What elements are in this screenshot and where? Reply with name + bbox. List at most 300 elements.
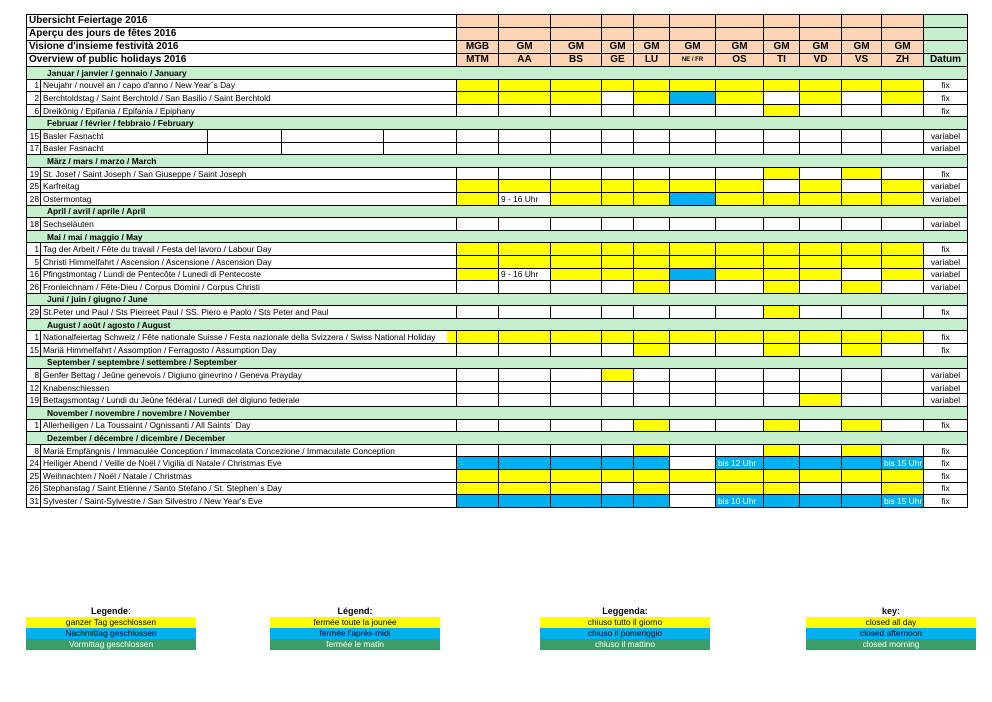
holiday-name	[41, 167, 457, 180]
status-cell	[842, 344, 882, 357]
status-cell	[716, 482, 764, 495]
status-cell	[499, 394, 551, 407]
status-cell	[670, 344, 716, 357]
datum-cell: fix	[924, 79, 968, 92]
status-cell	[634, 142, 670, 155]
datum-cell: variabel	[924, 281, 968, 294]
status-cell	[882, 344, 924, 357]
status-cell	[499, 470, 551, 483]
holiday-name	[41, 381, 457, 394]
month-row	[27, 205, 968, 218]
holiday-row	[27, 142, 968, 155]
holiday-day: 12	[27, 381, 41, 394]
status-cell	[800, 129, 842, 142]
status-cell	[499, 218, 551, 231]
holiday-name-text: Weihnachten / Noël / Natale / Christmas	[43, 470, 192, 481]
status-cell	[882, 142, 924, 155]
status-cell	[670, 243, 716, 256]
status-cell	[800, 381, 842, 394]
status-cell	[602, 457, 634, 470]
status-cell	[499, 281, 551, 294]
status-cell	[551, 482, 602, 495]
status-cell	[499, 419, 551, 432]
status-cell	[457, 470, 499, 483]
status-cell	[882, 129, 924, 142]
datum-cell: variabel	[924, 129, 968, 142]
holiday-row	[27, 167, 968, 180]
status-cell	[551, 444, 602, 457]
status-cell	[457, 394, 499, 407]
column-header	[499, 28, 551, 41]
status-cell	[602, 167, 634, 180]
status-cell	[602, 79, 634, 92]
status-cell	[634, 79, 670, 92]
status-cell	[882, 218, 924, 231]
legend-item: chiuso il pomeriggio	[540, 628, 710, 639]
status-cell	[602, 180, 634, 193]
status-cell	[602, 306, 634, 319]
month-label: Januar / janvier / gennaio / January	[27, 67, 968, 80]
status-cell	[551, 306, 602, 319]
status-cell	[551, 243, 602, 256]
status-cell	[602, 495, 634, 508]
holiday-name-text: Mariä Empfängnis / Immaculée Conception / Immacolata Concezione / Immaculate Conception	[43, 445, 395, 456]
status-cell	[634, 268, 670, 281]
status-cell	[551, 129, 602, 142]
header-row	[27, 41, 968, 54]
column-header: AA	[499, 54, 551, 67]
status-cell	[670, 180, 716, 193]
status-cell	[800, 444, 842, 457]
column-header	[670, 15, 716, 28]
month-row	[27, 432, 968, 445]
holiday-name	[41, 192, 457, 205]
status-cell	[764, 104, 800, 117]
month-label: August / août / agosto / August	[27, 318, 968, 331]
status-cell	[499, 255, 551, 268]
status-cell	[551, 167, 602, 180]
status-cell	[882, 243, 924, 256]
status-cell	[457, 495, 499, 508]
holiday-name	[41, 92, 457, 105]
column-header: GM	[716, 41, 764, 54]
datum-cell: fix	[924, 419, 968, 432]
status-cell	[499, 331, 551, 344]
holiday-day: 1	[27, 419, 41, 432]
status-cell	[602, 142, 634, 155]
holiday-name	[41, 419, 457, 432]
column-header	[842, 28, 882, 41]
holiday-name	[41, 142, 457, 155]
datum-cell: variabel	[924, 180, 968, 193]
status-cell	[634, 255, 670, 268]
holiday-row	[27, 470, 968, 483]
holiday-name	[41, 344, 457, 357]
status-cell	[551, 344, 602, 357]
status-cell	[764, 419, 800, 432]
status-cell	[634, 495, 670, 508]
status-cell	[602, 331, 634, 344]
datum-header	[924, 28, 968, 41]
status-cell	[634, 419, 670, 432]
status-cell	[842, 457, 882, 470]
status-cell	[670, 470, 716, 483]
status-cell	[602, 369, 634, 382]
status-cell	[551, 419, 602, 432]
holiday-name-text: Mariä Himmelfahrt / Assomption / Ferragosto / Assumption Day	[43, 344, 277, 355]
holiday-name	[41, 482, 457, 495]
month-label: September / septembre / settembre / September	[27, 356, 968, 369]
status-cell	[800, 344, 842, 357]
status-cell	[800, 255, 842, 268]
legend-item: fermée toute la jounée	[270, 617, 440, 628]
status-cell	[602, 129, 634, 142]
status-cell	[457, 92, 499, 105]
status-cell	[499, 369, 551, 382]
status-cell	[634, 344, 670, 357]
holiday-day: 16	[27, 268, 41, 281]
status-cell	[716, 281, 764, 294]
legend-group	[270, 606, 440, 650]
status-cell	[634, 218, 670, 231]
status-cell	[457, 268, 499, 281]
status-cell	[551, 495, 602, 508]
status-note: bis 15 Uhr	[882, 495, 924, 508]
status-cell	[499, 92, 551, 105]
status-cell	[670, 79, 716, 92]
datum-cell: fix	[924, 470, 968, 483]
month-row	[27, 230, 968, 243]
status-cell	[764, 369, 800, 382]
holiday-row	[27, 331, 968, 344]
holiday-row	[27, 306, 968, 319]
status-cell	[716, 142, 764, 155]
status-cell	[551, 381, 602, 394]
status-cell	[716, 218, 764, 231]
holiday-day: 19	[27, 394, 41, 407]
holiday-day: 18	[27, 218, 41, 231]
status-cell	[842, 482, 882, 495]
holiday-name-text: Allerheiligen / La Toussaint / Ognissanti / All Saints´ Day	[43, 420, 251, 431]
holiday-table	[26, 14, 968, 508]
datum-cell: variabel	[924, 192, 968, 205]
status-cell	[764, 92, 800, 105]
status-cell	[716, 344, 764, 357]
holiday-name	[41, 281, 457, 294]
column-header	[764, 15, 800, 28]
status-note: 9 - 16 Uhr	[499, 268, 551, 281]
holiday-day: 1	[27, 79, 41, 92]
status-cell	[670, 92, 716, 105]
holiday-name-text: Ostermontag	[43, 193, 92, 204]
status-cell	[882, 419, 924, 432]
status-cell	[499, 482, 551, 495]
holiday-name-text: Basler Fasnacht	[43, 143, 104, 154]
status-cell	[800, 180, 842, 193]
holiday-name	[41, 470, 457, 483]
month-row	[27, 318, 968, 331]
status-cell	[842, 180, 882, 193]
status-cell	[457, 180, 499, 193]
column-header: GM	[634, 41, 670, 54]
status-cell	[842, 495, 882, 508]
status-cell	[882, 331, 924, 344]
status-cell	[764, 331, 800, 344]
status-cell	[800, 281, 842, 294]
status-cell	[670, 192, 716, 205]
status-cell	[499, 142, 551, 155]
legend-heading: key:	[881, 606, 900, 616]
legend-item: fermée l'après-midi	[270, 628, 440, 639]
holiday-day: 6	[27, 104, 41, 117]
holiday-row	[27, 457, 968, 470]
status-cell	[634, 243, 670, 256]
holiday-row	[27, 79, 968, 92]
holiday-name	[41, 243, 457, 256]
holiday-row	[27, 180, 968, 193]
status-cell	[670, 142, 716, 155]
status-cell	[634, 444, 670, 457]
status-cell	[602, 255, 634, 268]
status-cell	[551, 268, 602, 281]
status-cell	[842, 167, 882, 180]
status-cell	[634, 457, 670, 470]
status-cell	[882, 79, 924, 92]
holiday-name	[41, 129, 457, 142]
status-cell	[602, 218, 634, 231]
status-cell	[716, 243, 764, 256]
datum-header	[924, 15, 968, 28]
status-cell	[882, 444, 924, 457]
status-cell	[716, 331, 764, 344]
holiday-name-text: Stephanstag / Saint Etienne / Santo Stefano / St. Stephen´s Day	[43, 483, 282, 494]
status-cell	[634, 281, 670, 294]
status-cell	[882, 167, 924, 180]
holiday-day: 26	[27, 482, 41, 495]
legend-item: Nachmittag geschlossen	[26, 628, 196, 639]
header-row	[27, 28, 968, 41]
datum-cell: fix	[924, 92, 968, 105]
status-cell	[764, 192, 800, 205]
holiday-row	[27, 482, 968, 495]
status-cell	[551, 331, 602, 344]
datum-cell: variabel	[924, 394, 968, 407]
status-cell	[800, 495, 842, 508]
month-label: April / avril / aprile / April	[27, 205, 968, 218]
status-cell	[716, 92, 764, 105]
column-header	[602, 15, 634, 28]
column-header: ZH	[882, 54, 924, 67]
status-cell	[634, 129, 670, 142]
month-label: Juni / juin / giugno / June	[27, 293, 968, 306]
column-header: VD	[800, 54, 842, 67]
datum-cell: fix	[924, 482, 968, 495]
status-cell	[602, 482, 634, 495]
holiday-name-text: Fronleichnam / Fête-Dieu / Corpus Domini / Corpus Christi	[43, 281, 260, 292]
column-header: GE	[602, 54, 634, 67]
status-cell	[457, 457, 499, 470]
status-cell	[457, 142, 499, 155]
status-cell	[842, 192, 882, 205]
column-header	[764, 28, 800, 41]
status-cell	[764, 306, 800, 319]
status-cell	[800, 79, 842, 92]
holiday-name-text: Knabenschiessen	[43, 382, 110, 393]
status-cell	[551, 457, 602, 470]
status-cell	[499, 306, 551, 319]
holiday-name-text: Neujahr / nouvel an / capo d'anno / New Year´s Day	[43, 80, 236, 91]
datum-cell: fix	[924, 457, 968, 470]
legend-group	[540, 606, 710, 650]
status-cell	[457, 192, 499, 205]
status-cell	[764, 495, 800, 508]
status-cell	[882, 192, 924, 205]
holiday-day: 24	[27, 457, 41, 470]
status-cell	[551, 104, 602, 117]
column-header: OS	[716, 54, 764, 67]
status-cell	[842, 470, 882, 483]
legend-heading: Légend:	[337, 606, 373, 616]
status-cell	[634, 369, 670, 382]
status-cell	[842, 79, 882, 92]
column-header	[882, 15, 924, 28]
status-cell	[499, 457, 551, 470]
status-cell	[800, 92, 842, 105]
status-cell	[716, 104, 764, 117]
holiday-day: 1	[27, 331, 41, 344]
holiday-name-text: Christi Himmelfahrt / Ascension / Ascensione / Ascension Day	[43, 256, 272, 267]
holiday-row	[27, 444, 968, 457]
column-header: GM	[764, 41, 800, 54]
status-cell	[634, 192, 670, 205]
holiday-row	[27, 218, 968, 231]
status-cell	[457, 381, 499, 394]
status-cell	[842, 268, 882, 281]
status-cell	[842, 369, 882, 382]
column-header: GM	[842, 41, 882, 54]
legend-item: Vormittag geschlossen	[26, 639, 196, 650]
status-cell	[800, 457, 842, 470]
status-cell	[457, 444, 499, 457]
column-header: GM	[800, 41, 842, 54]
holiday-day: 2	[27, 92, 41, 105]
datum-cell: variabel	[924, 369, 968, 382]
status-cell	[602, 268, 634, 281]
status-cell	[602, 104, 634, 117]
status-cell	[842, 331, 882, 344]
status-cell	[716, 306, 764, 319]
datum-cell: variabel	[924, 268, 968, 281]
datum-cell: fix	[924, 344, 968, 357]
datum-cell: variabel	[924, 381, 968, 394]
status-cell	[842, 255, 882, 268]
column-header	[499, 15, 551, 28]
status-cell	[670, 482, 716, 495]
holiday-day: 1	[27, 243, 41, 256]
status-cell	[551, 470, 602, 483]
holiday-name	[41, 331, 457, 344]
status-cell	[882, 394, 924, 407]
status-cell	[457, 129, 499, 142]
holiday-day: 31	[27, 495, 41, 508]
column-header	[882, 28, 924, 41]
holiday-row	[27, 495, 968, 508]
status-cell	[882, 482, 924, 495]
column-header	[800, 15, 842, 28]
status-cell	[716, 369, 764, 382]
holiday-day: 17	[27, 142, 41, 155]
status-cell	[457, 243, 499, 256]
status-cell	[457, 255, 499, 268]
status-cell	[800, 470, 842, 483]
status-cell	[764, 482, 800, 495]
month-row	[27, 117, 968, 130]
holiday-name	[41, 495, 457, 508]
status-cell	[634, 331, 670, 344]
status-cell	[764, 268, 800, 281]
holiday-name-text: Sylvester / Saint-Sylvestre / San Silvestro / New Year's Eve	[43, 495, 263, 506]
status-cell	[882, 381, 924, 394]
status-cell	[716, 79, 764, 92]
status-cell	[716, 192, 764, 205]
status-cell	[764, 180, 800, 193]
status-cell	[764, 167, 800, 180]
column-header: MTM	[457, 54, 499, 67]
holiday-name-text: Heiliger Abend / Veille de Noël / Vigilia di Natale / Christmas Eve	[43, 458, 282, 469]
column-header	[670, 28, 716, 41]
status-cell	[800, 167, 842, 180]
column-header: GM	[551, 41, 602, 54]
status-cell	[800, 331, 842, 344]
status-cell	[602, 394, 634, 407]
status-cell	[764, 470, 800, 483]
status-cell	[842, 306, 882, 319]
status-cell	[551, 255, 602, 268]
sheet-title-line: Visione d'insieme festività 2016	[27, 41, 457, 54]
status-cell	[716, 167, 764, 180]
holiday-row	[27, 129, 968, 142]
holiday-row	[27, 381, 968, 394]
status-cell	[634, 180, 670, 193]
holiday-day: 8	[27, 369, 41, 382]
status-cell	[602, 281, 634, 294]
status-cell	[499, 381, 551, 394]
month-row	[27, 407, 968, 420]
status-cell	[602, 192, 634, 205]
status-cell	[800, 218, 842, 231]
holiday-name	[41, 268, 457, 281]
status-cell	[457, 419, 499, 432]
status-cell	[602, 344, 634, 357]
status-cell	[800, 394, 842, 407]
column-header	[800, 28, 842, 41]
holiday-name	[41, 306, 457, 319]
legend-group	[26, 606, 196, 650]
column-header	[634, 15, 670, 28]
status-cell	[551, 281, 602, 294]
holiday-name-text: Nationalfeiertag Schweiz / Fête nationale Suisse / Festa nazionale della Svizzera / Swiss National Holiday	[43, 332, 436, 343]
column-header	[634, 28, 670, 41]
status-cell	[882, 180, 924, 193]
status-cell	[670, 281, 716, 294]
status-cell	[634, 394, 670, 407]
status-cell	[800, 482, 842, 495]
status-cell	[800, 419, 842, 432]
holiday-name-text: St. Josef / Saint Joseph / San Giuseppe / Saint Joseph	[43, 168, 247, 179]
month-row	[27, 155, 968, 168]
status-cell	[457, 344, 499, 357]
column-header: GM	[670, 41, 716, 54]
